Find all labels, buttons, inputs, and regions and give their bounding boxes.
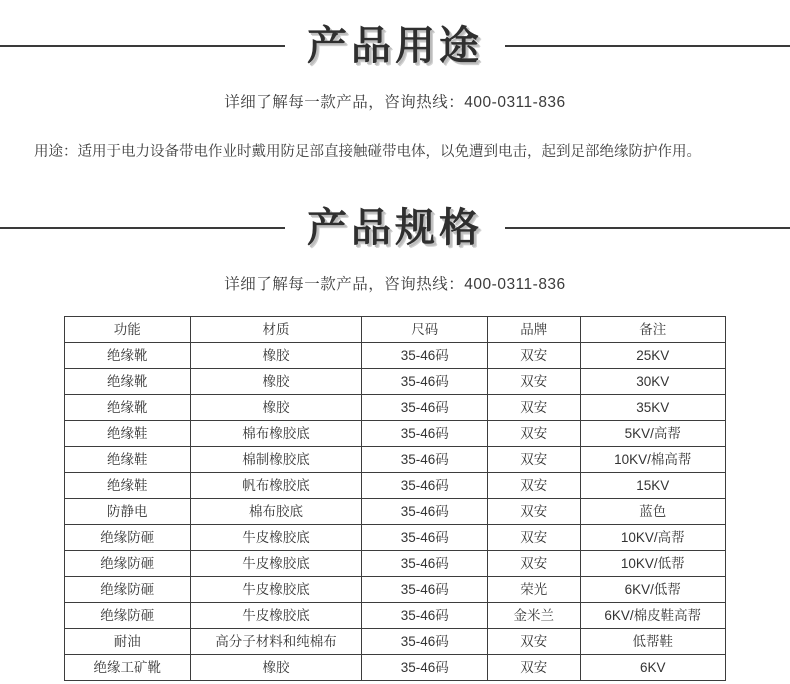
cell-size: 35-46码 (362, 369, 488, 395)
cell-brand: 双安 (488, 343, 581, 369)
table-row (65, 447, 726, 473)
column-header: 功能 (65, 317, 191, 343)
cell-material: 棉制橡胶底 (190, 447, 362, 473)
cell-brand: 荣光 (488, 577, 581, 603)
column-header: 尺码 (362, 317, 488, 343)
table-row (65, 395, 726, 421)
cell-brand: 双安 (488, 629, 581, 655)
table-row (65, 499, 726, 525)
cell-remark: 6KV (580, 655, 725, 681)
cell-brand: 双安 (488, 551, 581, 577)
spec-table-body (65, 343, 726, 681)
cell-material: 牛皮橡胶底 (190, 603, 362, 629)
usage-section (0, 0, 790, 166)
cell-material: 橡胶 (190, 655, 362, 681)
cell-remark: 10KV/棉高帮 (580, 447, 725, 473)
cell-function: 绝缘靴 (65, 395, 191, 421)
cell-material: 棉布橡胶底 (190, 421, 362, 447)
table-row (65, 525, 726, 551)
cell-function: 防静电 (65, 499, 191, 525)
cell-remark: 15KV (580, 473, 725, 499)
cell-size: 35-46码 (362, 577, 488, 603)
cell-function: 绝缘防砸 (65, 551, 191, 577)
cell-size: 35-46码 (362, 525, 488, 551)
usage-heading-text: 产品用途 (285, 18, 505, 74)
cell-size: 35-46码 (362, 499, 488, 525)
cell-function: 绝缘工矿靴 (65, 655, 191, 681)
cell-function: 绝缘靴 (65, 369, 191, 395)
cell-size: 35-46码 (362, 473, 488, 499)
table-row (65, 629, 726, 655)
cell-function: 绝缘鞋 (65, 447, 191, 473)
cell-size: 35-46码 (362, 551, 488, 577)
spec-table-head (65, 317, 726, 343)
spec-section-header (0, 200, 790, 294)
table-row (65, 603, 726, 629)
cell-brand: 双安 (488, 473, 581, 499)
cell-remark: 蓝色 (580, 499, 725, 525)
cell-function: 耐油 (65, 629, 191, 655)
cell-material: 牛皮橡胶底 (190, 525, 362, 551)
cell-size: 35-46码 (362, 421, 488, 447)
column-header: 备注 (580, 317, 725, 343)
cell-material: 橡胶 (190, 395, 362, 421)
cell-remark: 10KV/高帮 (580, 525, 725, 551)
cell-material: 牛皮橡胶底 (190, 551, 362, 577)
cell-material: 橡胶 (190, 369, 362, 395)
cell-brand: 双安 (488, 369, 581, 395)
cell-remark: 30KV (580, 369, 725, 395)
usage-heading-wrap (0, 18, 790, 74)
cell-function: 绝缘防砸 (65, 577, 191, 603)
cell-brand: 双安 (488, 421, 581, 447)
cell-brand: 双安 (488, 525, 581, 551)
cell-material: 橡胶 (190, 343, 362, 369)
cell-remark: 25KV (580, 343, 725, 369)
cell-material: 棉布胶底 (190, 499, 362, 525)
spec-table-wrapper (64, 316, 726, 681)
table-row (65, 577, 726, 603)
cell-brand: 金米兰 (488, 603, 581, 629)
cell-size: 35-46码 (362, 603, 488, 629)
cell-size: 35-46码 (362, 629, 488, 655)
column-header: 材质 (190, 317, 362, 343)
cell-brand: 双安 (488, 499, 581, 525)
cell-size: 35-46码 (362, 395, 488, 421)
cell-material: 牛皮橡胶底 (190, 577, 362, 603)
spec-section (0, 166, 790, 681)
cell-brand: 双安 (488, 395, 581, 421)
column-header: 品牌 (488, 317, 581, 343)
cell-function: 绝缘鞋 (65, 473, 191, 499)
table-row (65, 473, 726, 499)
cell-function: 绝缘鞋 (65, 421, 191, 447)
spec-subtitle: 详细了解每一款产品，咨询热线：400-0311-836 (224, 276, 566, 293)
cell-function: 绝缘防砸 (65, 603, 191, 629)
table-row (65, 343, 726, 369)
cell-material: 帆布橡胶底 (190, 473, 362, 499)
spec-heading-text: 产品规格 (285, 200, 505, 256)
cell-function: 绝缘靴 (65, 343, 191, 369)
table-row (65, 421, 726, 447)
cell-remark: 35KV (580, 395, 725, 421)
spec-table (64, 316, 726, 681)
table-header-row (65, 317, 726, 343)
cell-size: 35-46码 (362, 447, 488, 473)
cell-material: 高分子材料和纯棉布 (190, 629, 362, 655)
cell-brand: 双安 (488, 447, 581, 473)
usage-paragraph: 用途：适用于电力设备带电作业时戴用防足部直接触碰带电体，以免遭到电击，起到足部绝缘防护作用。 (34, 144, 701, 160)
cell-function: 绝缘防砸 (65, 525, 191, 551)
cell-brand: 双安 (488, 655, 581, 681)
spec-heading-wrap (0, 200, 790, 256)
table-row (65, 551, 726, 577)
cell-remark: 5KV/高帮 (580, 421, 725, 447)
usage-section-header (0, 18, 790, 112)
cell-size: 35-46码 (362, 655, 488, 681)
cell-remark: 低帮鞋 (580, 629, 725, 655)
usage-subtitle: 详细了解每一款产品，咨询热线：400-0311-836 (224, 94, 566, 111)
cell-remark: 6KV/低帮 (580, 577, 725, 603)
cell-remark: 6KV/棉皮鞋高帮 (580, 603, 725, 629)
cell-size: 35-46码 (362, 343, 488, 369)
cell-remark: 10KV/低帮 (580, 551, 725, 577)
table-row (65, 369, 726, 395)
table-row (65, 655, 726, 681)
